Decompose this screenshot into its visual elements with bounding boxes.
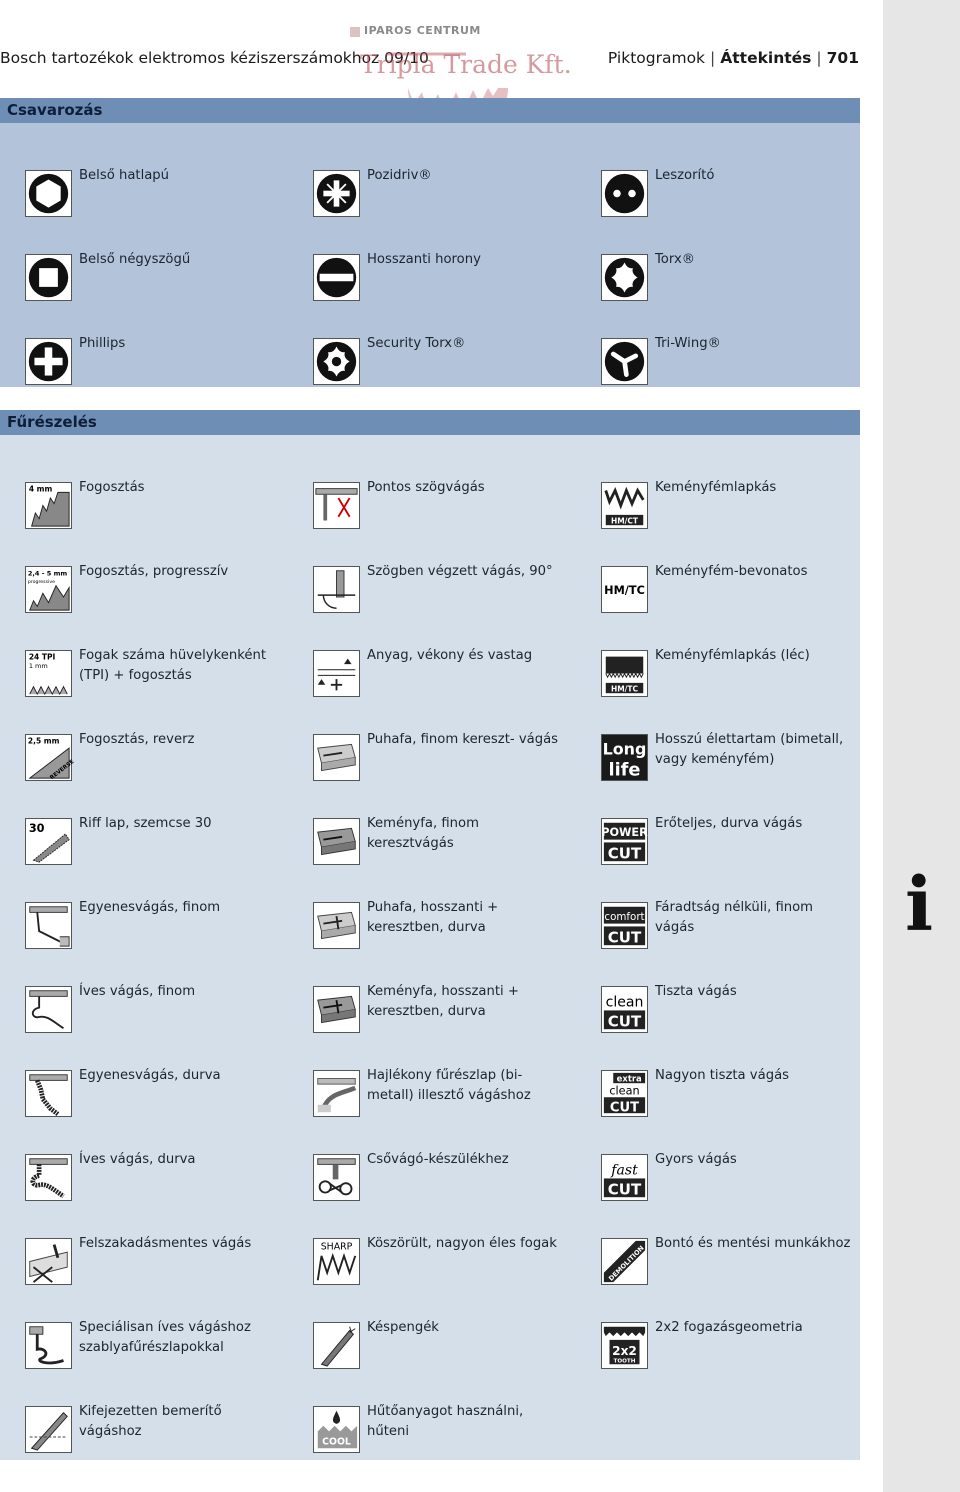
item-label: Csővágó-készülékhez (367, 1152, 509, 1167)
softwood-fine-cross-icon (313, 734, 360, 781)
icon-tag: HM/CT (610, 516, 639, 526)
section-body (0, 123, 860, 387)
hardwood-fine-cross-icon (313, 818, 360, 865)
tri-wing-icon (601, 338, 648, 385)
icon-tag: Long (602, 739, 647, 759)
pictogram-item (0, 1154, 280, 1214)
comfort-cut-icon (601, 902, 648, 949)
tpi-icon (25, 650, 72, 697)
pictogram-item (288, 254, 568, 314)
tooth-pitch-icon (25, 482, 72, 529)
item-label: Fogosztás, progresszív (79, 564, 229, 579)
side-strip (883, 0, 960, 1492)
pictogram-item (0, 1238, 280, 1298)
icon-tag: 2,4 - 5 mm (27, 569, 68, 578)
item-label: Hajlékony fűrészlap (bi- metall) illesztő vágáshoz (367, 1068, 531, 1103)
pictogram-item (0, 734, 280, 794)
icon-tag: 2,5 mm (27, 736, 60, 746)
item-label: Tri-Wing® (655, 336, 721, 351)
phillips-icon (25, 338, 72, 385)
splinter-free-icon (25, 1238, 72, 1285)
long-life-icon (601, 734, 648, 781)
pictogram-item (576, 650, 856, 710)
logo-brand: IPAROS CENTRUM (364, 24, 481, 37)
riff-blade-icon (25, 818, 72, 865)
extra-clean-cut-icon (601, 1070, 648, 1117)
pictogram-item (288, 170, 568, 230)
reverse-pitch-icon (25, 734, 76, 782)
clamp-two-hole-icon (601, 170, 648, 217)
flexible-blade-icon (313, 1070, 360, 1117)
pozidriv-icon (313, 170, 360, 217)
straight-rough-icon (25, 1070, 72, 1117)
item-label: Késpengék (367, 1320, 439, 1335)
pictogram-item (0, 170, 280, 230)
pictogram-item (576, 566, 856, 626)
pictogram-item (288, 566, 568, 626)
logo-name: Tripla Trade Kft. (360, 50, 572, 79)
pictogram-item (0, 1322, 280, 1382)
pictogram-item (576, 482, 856, 542)
sharp-teeth-icon (313, 1238, 360, 1285)
item-label: Egyenesvágás, durva (79, 1068, 221, 1083)
carbide-tipped-icon (601, 482, 648, 529)
icon-tag: fast (611, 1162, 638, 1179)
item-label: Belső négyszögű (79, 252, 191, 267)
pictogram-item (288, 1154, 568, 1214)
icon-tag: 24 TPI (28, 652, 56, 662)
slotted-icon (313, 254, 360, 301)
pictogram-item (576, 170, 856, 230)
item-label: Hosszú élettartam (bimetall, vagy keményfém) (655, 732, 844, 767)
item-label: Erőteljes, durva vágás (655, 816, 803, 831)
section-title: Fűrészelés (0, 410, 860, 435)
header-attekintes: Áttekintés (720, 49, 812, 67)
item-label: Pozidriv® (367, 168, 432, 183)
pictogram-item (288, 1070, 568, 1130)
item-label: Puhafa, finom kereszt- vágás (367, 732, 559, 747)
special-curve-icon (25, 1322, 72, 1369)
pictogram-item (576, 338, 856, 398)
item-label: Keményfémlapkás (655, 480, 777, 495)
softwood-rough-icon (313, 902, 360, 949)
item-label: Puhafa, hosszanti + keresztben, durva (367, 900, 499, 935)
pictogram-item (576, 902, 856, 962)
item-label: Anyag, vékony és vastag (367, 648, 533, 663)
square-socket-icon (25, 254, 72, 301)
item-label: Torx® (655, 252, 695, 267)
item-label: Köszörült, nagyon éles fogak (367, 1236, 557, 1251)
pictogram-item (288, 986, 568, 1046)
icon-tag: POWER (601, 825, 648, 839)
pictogram-item (576, 1154, 856, 1214)
item-label: Gyors vágás (655, 1152, 737, 1167)
icon-tag: 30 (28, 822, 45, 836)
pictogram-item (0, 986, 280, 1046)
icon-tag-sub: life (608, 759, 641, 781)
clean-cut-icon (601, 986, 648, 1033)
pictogram-item (0, 338, 280, 398)
pictogram-item (288, 482, 568, 542)
precise-angle-cut-icon (313, 482, 360, 529)
item-label: Hosszanti horony (367, 252, 481, 267)
pictogram-item (0, 1406, 280, 1466)
item-label: Keményfa, finom keresztvágás (367, 816, 479, 851)
power-cut-icon (601, 818, 648, 865)
item-label: Egyenesvágás, finom (79, 900, 221, 915)
icon-tag: comfort (604, 910, 645, 923)
pictogram-item (0, 818, 280, 878)
icon-tag: DEMOLITION (607, 1244, 646, 1283)
hardwood-rough-icon (313, 986, 360, 1033)
header-piktogramok: Piktogramok (607, 49, 706, 67)
item-label: Keményfém-bevonatos (655, 564, 808, 579)
thin-thick-material-icon (313, 650, 360, 697)
pictogram-item (0, 902, 280, 962)
icon-tag-sub: REVERSE (49, 758, 76, 782)
pictogram-item (288, 650, 568, 710)
knife-blade-icon (313, 1322, 360, 1369)
pipe-cutter-icon (313, 1154, 360, 1201)
item-label: Pontos szögvágás (367, 480, 485, 495)
section-title: Csavarozás (0, 98, 860, 123)
item-label: Security Torx® (367, 336, 466, 351)
icon-tag: 4 mm (28, 484, 53, 494)
pictogram-item (288, 1238, 568, 1298)
two-by-two-tooth-icon (601, 1322, 648, 1369)
item-label: Speciálisan íves vágáshoz szablyafűrészlapokkal (79, 1320, 251, 1355)
pictogram-item (576, 818, 856, 878)
pictogram-item (576, 1238, 856, 1298)
icon-tag: SHARP (320, 1241, 353, 1253)
progressive-pitch-icon (25, 566, 72, 613)
carbide-coated-icon (601, 566, 648, 613)
header-right: Piktogramok | Áttekintés | 701 (607, 49, 859, 67)
pictogram-item (0, 566, 280, 626)
pictogram-item (288, 902, 568, 962)
icon-tag: clean (605, 994, 644, 1011)
pictogram-item (0, 482, 280, 542)
icon-tag-sub: CUT (607, 1012, 642, 1031)
angle-cut-90-icon (313, 566, 360, 613)
icon-tag-cut: CUT (609, 1100, 640, 1116)
icon-tag-sub: clean (609, 1084, 640, 1098)
pictogram-item (288, 734, 568, 794)
item-label: Kifejezetten bemerítő vágáshoz (79, 1404, 222, 1439)
fast-cut-icon (601, 1154, 648, 1201)
item-label: Fogosztás (79, 480, 145, 495)
section-csavarozas (0, 98, 860, 387)
item-label: Nagyon tiszta vágás (655, 1068, 790, 1083)
item-label: Íves vágás, finom (79, 984, 196, 999)
info-letter: i (904, 862, 934, 948)
item-label: Belső hatlapú (79, 168, 170, 183)
pictogram-item (288, 1322, 568, 1382)
header-title: Bosch tartozékok elektromos kéziszerszámokhoz 09/10 (0, 49, 429, 67)
section-fureszeles (0, 410, 860, 1460)
item-label: 2x2 fogazásgeometria (655, 1320, 803, 1335)
icon-tag-sub: 1 mm (28, 661, 48, 670)
page-number: 701 (826, 49, 859, 67)
pictogram-item (0, 650, 280, 710)
security-torx-icon (313, 338, 360, 385)
demolition-icon (601, 1238, 648, 1285)
pictogram-item (576, 986, 856, 1046)
icon-tag: HM/TC (604, 584, 645, 598)
pictogram-item (576, 1322, 856, 1382)
item-label: Phillips (79, 336, 126, 351)
torx-icon (601, 254, 648, 301)
pictogram-item (0, 1070, 280, 1130)
item-label: Fáradtság nélküli, finom vágás (655, 900, 814, 935)
carbide-strip-icon (601, 650, 648, 697)
icon-tag-sub: CUT (607, 844, 642, 863)
pictogram-item (0, 254, 280, 314)
pictogram-item (576, 734, 856, 794)
item-label: Keményfémlapkás (léc) (655, 648, 810, 663)
section-body (0, 435, 860, 1460)
icon-tag: 2x2 (612, 1343, 637, 1358)
curve-fine-icon (25, 986, 72, 1033)
item-label: Leszorító (655, 168, 715, 183)
coolant-icon (313, 1406, 360, 1453)
item-label: Íves vágás, durva (79, 1152, 196, 1167)
plunge-cut-icon (25, 1406, 72, 1453)
icon-tag-sub: CUT (607, 1180, 642, 1199)
item-label: Fogosztás, reverz (79, 732, 195, 747)
icon-tag: COOL (322, 1436, 351, 1448)
straight-fine-icon (25, 902, 72, 949)
icon-tag-sub: TOOTH (613, 1358, 636, 1365)
pictogram-item (288, 1406, 568, 1466)
icon-tag-sub: CUT (607, 928, 642, 947)
item-label: Felszakadásmentes vágás (79, 1236, 252, 1251)
item-label: Fogak száma hüvelykenként (TPI) + fogosztás (79, 648, 267, 683)
icon-tag-sub: progressive (27, 579, 55, 585)
icon-tag: extra (616, 1073, 642, 1084)
pictogram-item (576, 254, 856, 314)
item-label: Bontó és mentési munkákhoz (655, 1236, 851, 1251)
item-label: Keményfa, hosszanti + keresztben, durva (367, 984, 519, 1019)
item-label: Riff lap, szemcse 30 (79, 816, 212, 831)
pictogram-item (576, 1070, 856, 1130)
pictogram-item (288, 338, 568, 398)
item-label: Tiszta vágás (655, 984, 737, 999)
item-label: Hűtőanyagot használni, hűteni (367, 1404, 524, 1439)
item-label: Szögben végzett vágás, 90° (367, 564, 553, 579)
hex-socket-icon (25, 170, 72, 217)
icon-tag: HM/TC (610, 684, 639, 694)
curve-rough-icon (25, 1154, 72, 1201)
pictogram-item (288, 818, 568, 878)
